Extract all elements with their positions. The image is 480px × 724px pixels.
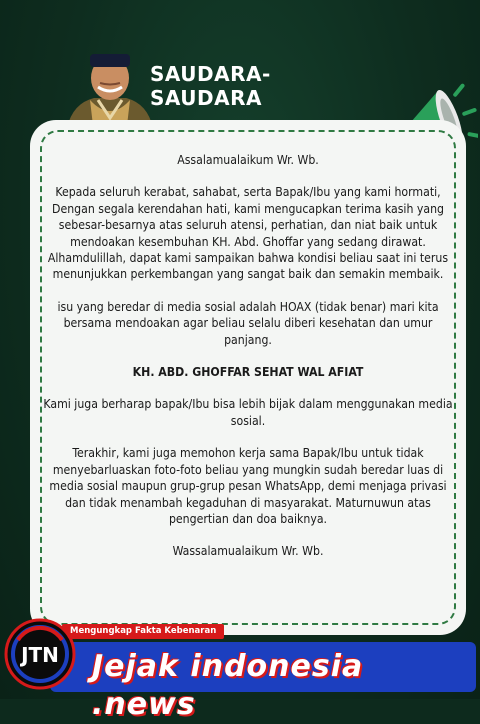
letter-body <box>38 152 458 576</box>
jtn-logo-icon <box>4 618 76 690</box>
closing-text: Wassalamualaikum Wr. Wb. <box>172 544 324 559</box>
paragraph-hoax: isu yang beredar di media sosial adalah HOAX (tidak benar) mari kita bersama mendoakan agar beliau selalu diberi kesehatan dan umur panjang. <box>57 299 439 347</box>
greeting-text: Assalamualaikum Wr. Wb. <box>177 153 319 167</box>
page-title: SAUDARA-SAUDARA <box>150 62 271 110</box>
tagline-badge: Mengungkap Fakta Kebenaran <box>62 624 224 639</box>
paragraph-social-media: Kami juga berharap bapak/Ibu bisa lebih bijak dalam menggunakan media sosial. <box>43 397 453 428</box>
paragraph-privacy: Terakhir, kami juga memohon kerja sama Bapak/Ibu untuk tidak menyebarluaskan foto-foto beliau yang mungkin sudah beredar luas di media sosial maupun grup-grup pesan WhatsApp, demi menjaga privasi dan tidak menambah kegaduhan di masyarakat. Maturnuwun atas pengertian dan doa baiknya. <box>49 446 447 526</box>
brand-name: Jejak indonesia .news <box>92 649 364 722</box>
logo-text: JTN <box>21 643 59 667</box>
headline-text: KH. ABD. GHOFFAR SEHAT WAL AFIAT <box>132 365 364 380</box>
paragraph-thanks: Kepada seluruh kerabat, sahabat, serta Bapak/Ibu yang kami hormati, Dengan segala kerendahan hati, kami mengucapkan terima kasih yang sebesar-besarnya atas seluruh atensi, perhatian, dan niat baik untuk mendoakan kesembuhan KH. Abd. Ghoffar yang sedang dirawat. Alhamdulillah, dapat kami sampaikan bahwa kondisi beliau saat ini terus menunjukkan perkembangan yang sangat baik dan semakin membaik. <box>47 185 449 282</box>
